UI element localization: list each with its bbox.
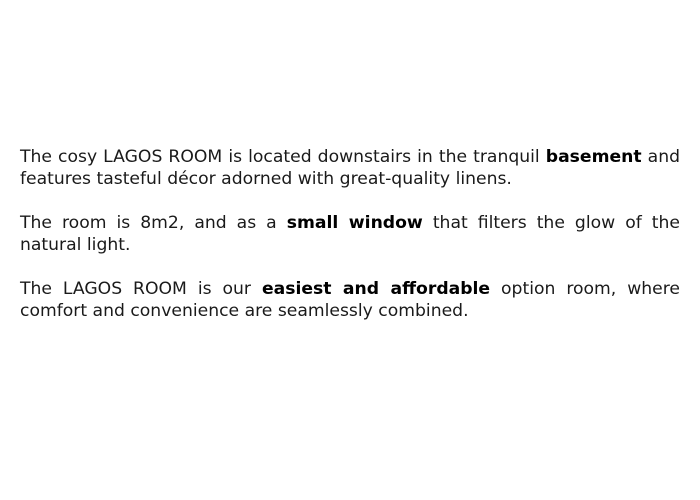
room-description [20,146,680,322]
paragraph-text: that filters the glow of the natural light. [20,213,680,255]
paragraph-text: option room, where comfort and convenience are seamlessly combined. [20,279,680,321]
paragraph-text: The room is 8m2, and as a [20,213,287,233]
emphasis-basement: basement [545,147,642,167]
paragraph-location [20,146,680,190]
emphasis-small-window: small window [286,213,423,233]
paragraph-text: and features tasteful décor adorned with great-quality linens. [20,147,680,189]
emphasis-affordable: easiest and affordable [261,279,491,299]
paragraph-text: The cosy LAGOS ROOM is located downstairs in the tranquil [20,147,546,167]
paragraph-size [20,212,680,256]
paragraph-text: The LAGOS ROOM is our [20,279,262,299]
paragraph-pricing [20,278,680,322]
